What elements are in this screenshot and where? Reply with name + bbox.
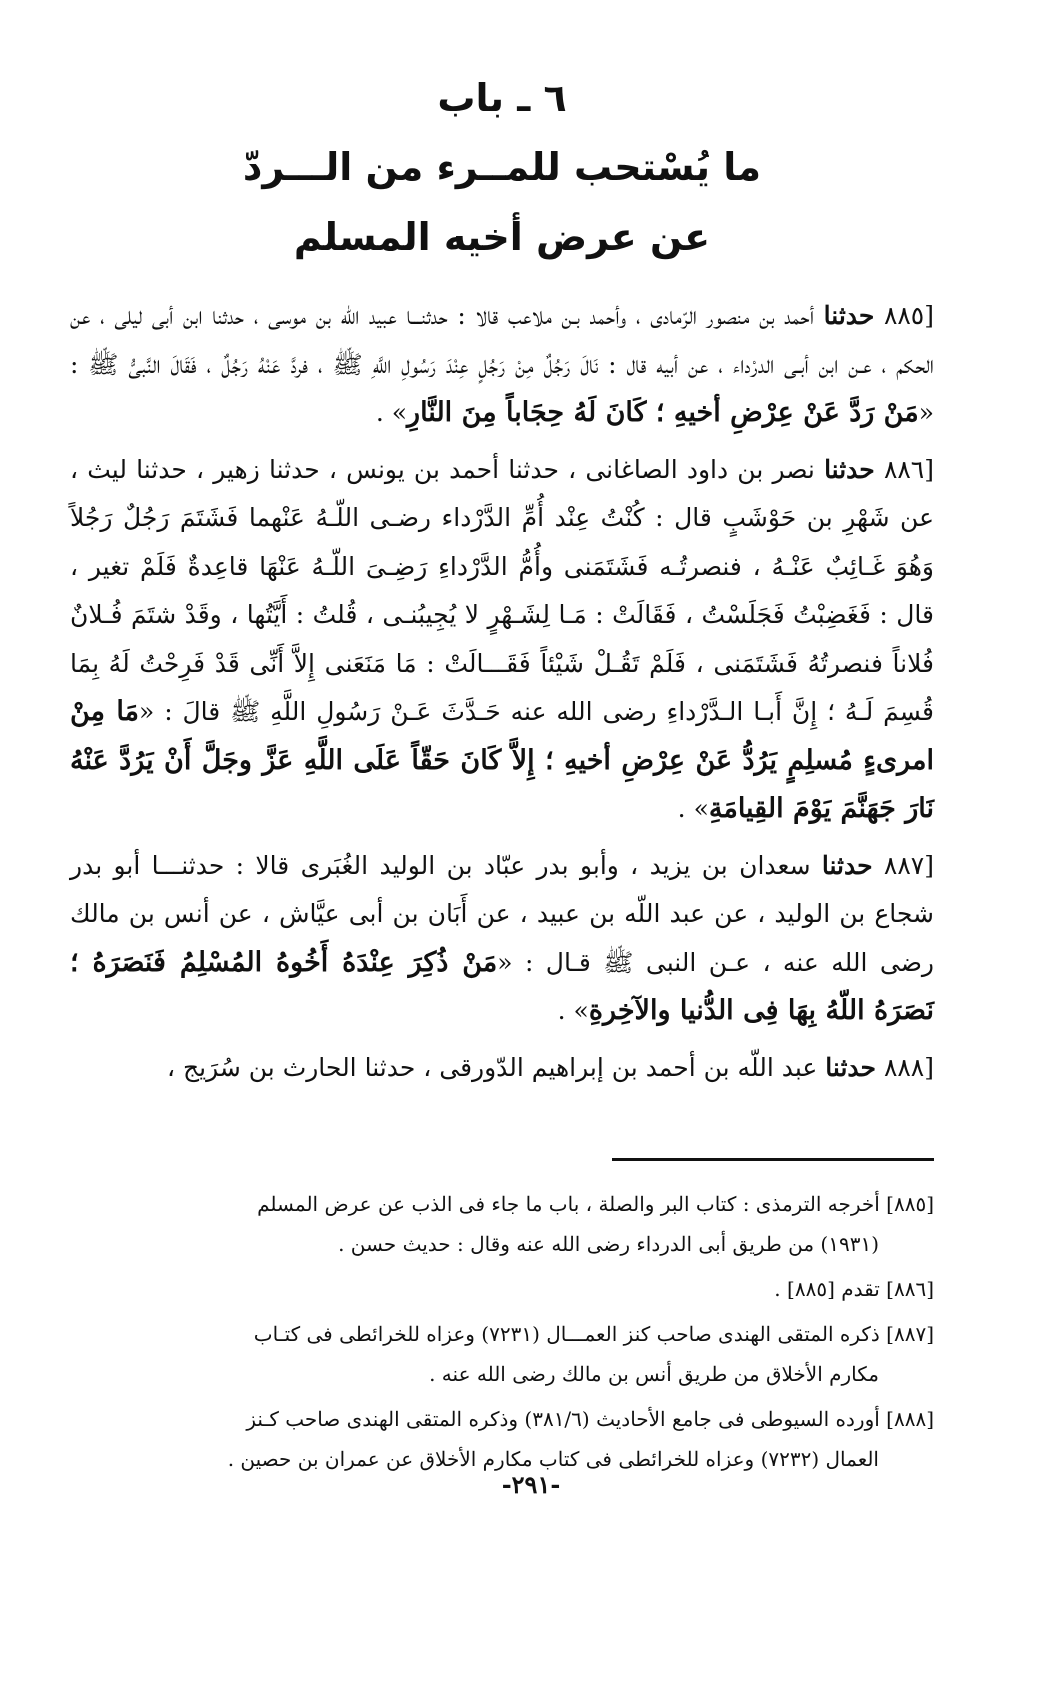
chapter-heading: ٦ ـ باب [437,76,567,120]
hadith-lead: حدثنا [824,454,875,484]
footnote-separator [612,1158,934,1161]
hadith-text: أحمد بن منصور الرّمادى ، وأحمد بـن ملاعب قالا : حدثنـــا عبيد اللّه بن موسى ، حدثنا ابن أبى ليلى ، عن الحكم ، عـن ابن أبـى الدرْداء ، عن أبيه قال : نَالَ رَجُلٌ مِنْ رَجُلٍ عِنْدَ رَسُولِ اللَّهِ ﷺ ، فردَّ عَنْهُ رَجُلٌ ، فَقَالَ النَّبىُّ ﷺ : « [70,301,934,427]
hadith-end: » . [557,996,589,1025]
hadith-body [70,292,934,1092]
page-number: -٢٩١- [501,1470,561,1499]
hadith-matn: مَنْ رَدَّ عَنْ عِرْضِ أخيهِ ؛ كَانَ لَهُ حِجَاباً مِنَ النَّارِ [407,397,919,428]
hadith-lead: حدثنا [821,850,873,880]
footnote-887 [70,1314,934,1394]
hadith-lead: حدثنا [825,1052,876,1082]
footnotes [70,1184,934,1484]
hadith-matn: مَنْ ذُكِرَ عِنْدَهُ أَخُوهُ المُسْلِمُ فَنَصَرَهُ ؛ نَصَرَهُ اللّهُ بِهَا فِى الدُّنيا والآخِرةِ [70,946,934,1026]
hadith-885 [70,292,934,438]
footnote-line: [٨٨٦] تقدم [٨٨٥] . [774,1277,934,1301]
hadith-887 [70,842,934,1036]
hadith-number: [٨٨٥ [883,301,934,330]
footnote-line: [٨٨٧] ذكره المتقى الهندى صاحب كنز العمـــال (٧٢٣١) وعزاه للخرائطى فى كتـاب [253,1322,934,1346]
hadith-888 [70,1044,934,1093]
hadith-number: [٨٨٨ [883,1052,934,1082]
hadith-number: [٨٨٦ [883,454,934,484]
footnote-886 [70,1269,934,1309]
section-title-line-1: ما يُسْتحب للمــرء من الـــردّ [242,145,762,189]
footnote-line: [٨٨٨] أورده السيوطى فى جامع الأحاديث (٣٨١/٦) وذكره المتقى الهندى صاحب كـنز [246,1407,934,1431]
hadith-end: » . [677,794,709,823]
hadith-end: » . [375,398,408,427]
hadith-number: [٨٨٧ [883,850,934,880]
footnote-line: مكارم الأخلاق من طريق أنس بن مالك رضى الله عنه . [429,1362,879,1386]
hadith-lead: حدثنا [823,301,875,330]
footnote-line: العمال (٧٢٣٢) وعزاه للخرائطى فى كتاب مكارم الأخلاق عن عمران بن حصين . [227,1447,879,1471]
hadith-text: سعدان بن يزيد ، وأبو بدر عبّاد بن الوليد الغُبَرى قالا : حدثنـــا أبو بدر شجاع بن الوليد ، عن عبد اللّه بن عبيد ، عن أَبَان بن أبى عيَّاش ، عن أنس بن مالك رضى الله عنه ، عـن النبى ﷺ قـال : « [70,850,934,977]
hadith-text: نصر بن داود الصاغانى ، حدثنا أحمد بن يونس ، حدثنا زهير ، حدثنا ليث ، عن شَهْرِ بن حَوْشَبٍ قال : كُنْتُ عِنْد أُمِّ الدَّرْداء رضـى اللّـهُ عَنْهما فَشَتَمَ رَجُلٌ رَجُلاً وَهُوَ غَـائِبٌ عَنْـهُ ، فنصرتُـه فَشَتَمَنى وأُمُّ الدَّرْداءِ رَضِـىَ اللّـهُ عَنْهَا قاعِدةٌ فَلَمْ تغير ، قال : فَغَضِبْتُ فَجَلَسْتُ ، فَقَالَتْ : مَـا لِشَـهْرٍ لا يُجِيبُنـى ، قُلتُ : أَيَّتُها ، وقَدْ شتَمَ فُـلانٌ فُلاناً فنصرتُهُ فَشَتَمَنى ، فَلَمْ تَقُـلْ شَيْئاً فَقَـــالَتْ : مَا مَنَعَنى إِلاَّ أَنِّى قَدْ فَرِحْتُ لَهُ بِمَا قُسِمَ لَـهُ ؛ إِنَّ أَبـا الـدَّرْداءِ رضى الله عنه حَـدَّثَ عَـنْ رَسُولِ اللَّهِ ﷺ قالَ : « [70,454,935,726]
footnote-line: (١٩٣١) من طريق أبى الدرداء رضى الله عنه وقال : حديث حسن . [338,1232,879,1256]
footnote-885 [70,1184,934,1264]
hadith-text: عبد اللّه بن أحمد بن إبراهيم الدّورقى ، حدثنا الحارث بن سُرَيج ، [166,1052,818,1082]
hadith-matn: مَا مِنْ امرىءٍ مُسلِمٍ يَرُدُّ عَنْ عِرْضِ أخيهِ ؛ إِلاَّ كَانَ حَقّاً عَلَى اللَّهِ عَزَّ وجَلَّ أَنْ يَرُدَّ عَنْهُ نَارَ جَهَنَّمَ يَوْمَ القِيامَةِ [70,696,934,824]
section-title-line-2: عن عرض أخيه المسلم [293,215,711,259]
footnote-line: [٨٨٥] أخرجه الترمذى : كتاب البر والصلة ، باب ما جاء فى الذب عن عرض المسلم [257,1192,934,1216]
hadith-886 [70,446,934,834]
footnote-888 [70,1399,934,1479]
